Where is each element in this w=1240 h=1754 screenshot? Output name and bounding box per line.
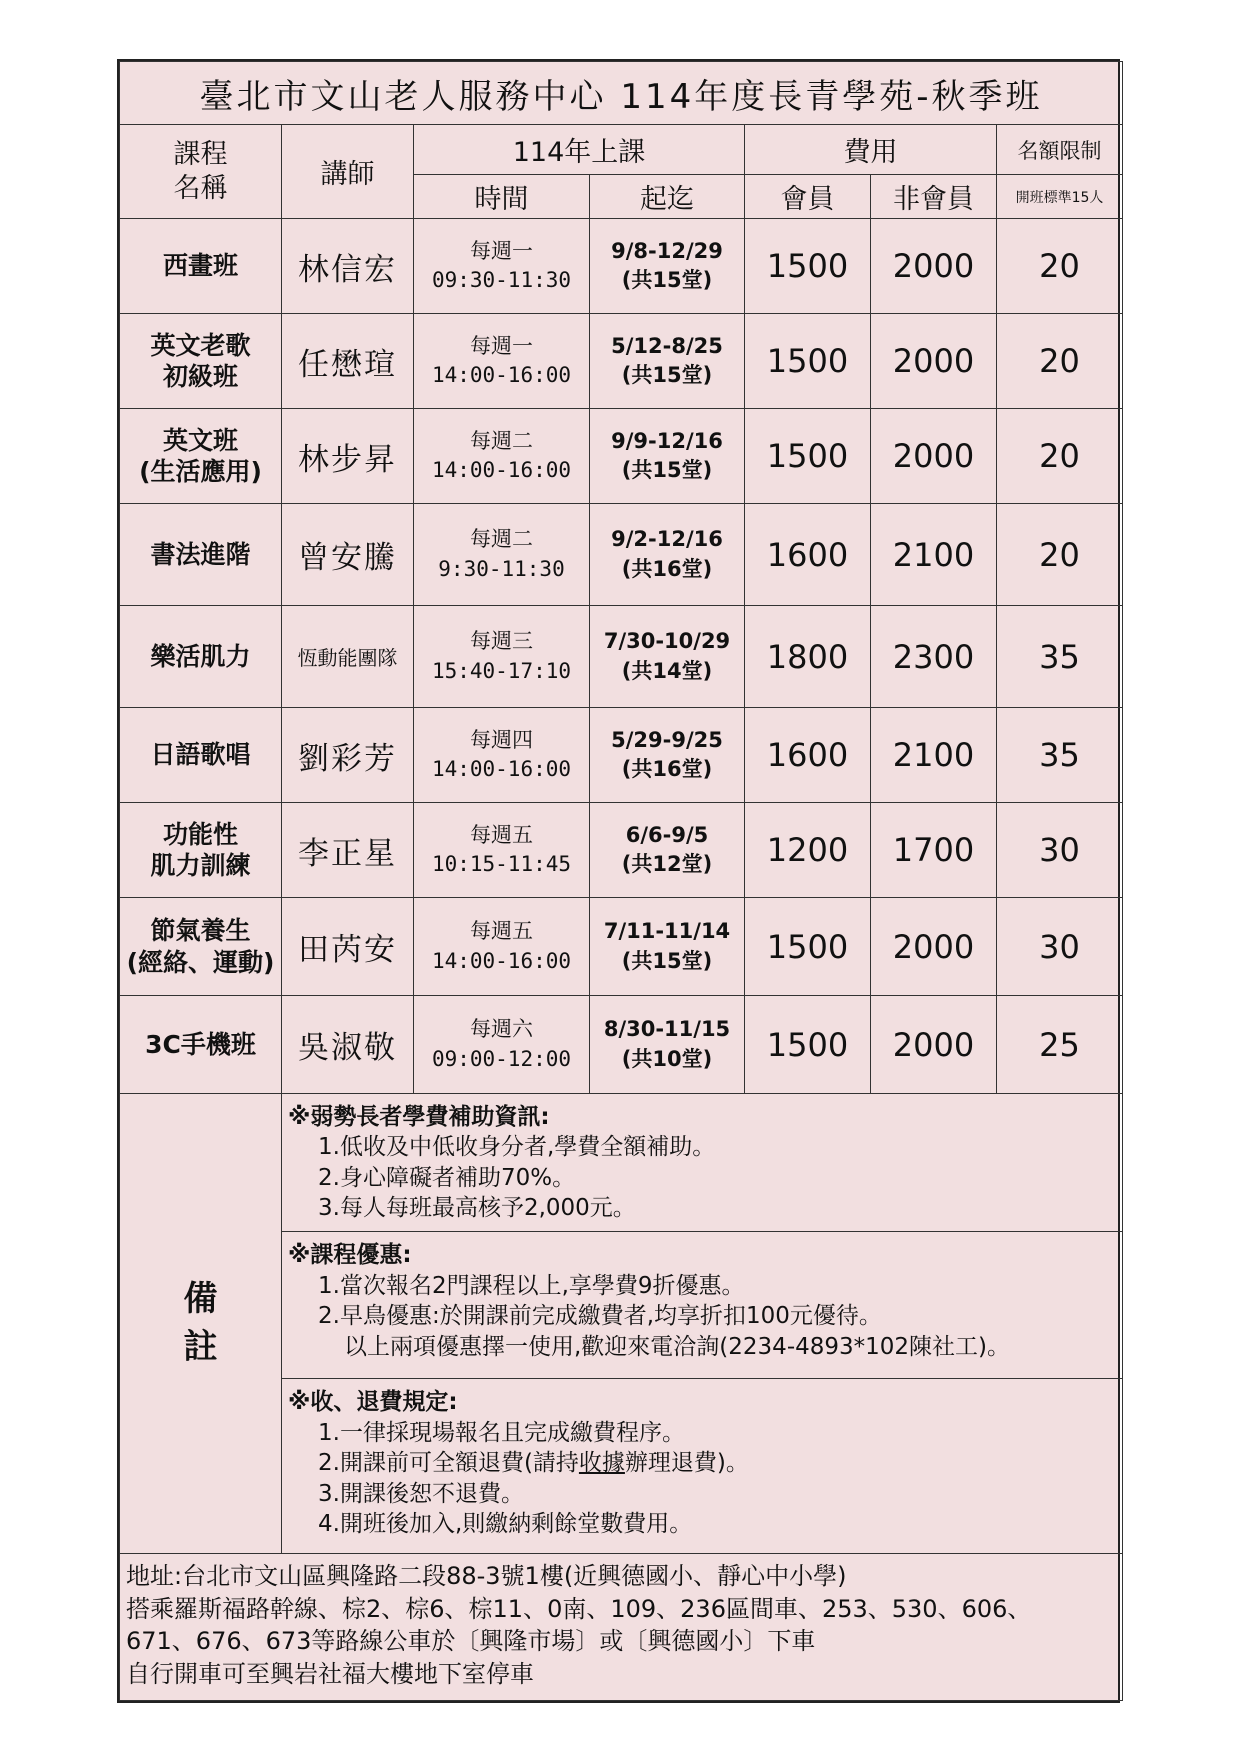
class-hours: 10:15-11:45: [431, 852, 572, 876]
class-time: [414, 803, 590, 898]
course-table: [119, 61, 1123, 1701]
non-member-fee: 1700: [871, 803, 997, 898]
course-name-line-2: 初級班: [162, 362, 238, 391]
class-weekday: 每週三: [470, 629, 533, 654]
class-time: [414, 708, 590, 803]
class-dates: 9/8-12/29: [611, 238, 723, 263]
class-dates: 9/9-12/16: [611, 428, 723, 453]
class-dates: 6/6-9/5: [625, 822, 709, 847]
course-name-line-1: 3C手機班: [145, 1029, 256, 1059]
quota-limit: 30: [997, 803, 1123, 898]
class-hours: 09:00-12:00: [431, 1046, 572, 1071]
header-non-member-fee: 非會員: [871, 175, 997, 219]
quota-limit: 25: [997, 996, 1123, 1094]
subsidy-note: [282, 1094, 1123, 1232]
class-time: [414, 219, 590, 314]
course-name-line-2: (生活應用): [139, 457, 262, 486]
teacher-name: 吳淑敬: [282, 996, 414, 1094]
class-time: [414, 606, 590, 708]
class-weekday: 每週一: [470, 238, 533, 263]
header-member-fee: 會員: [745, 175, 871, 219]
class-period: [590, 996, 745, 1094]
class-weekday: 每週二: [470, 428, 533, 453]
discount-continuation: 以上兩項優惠擇一使用,歡迎來電洽詢(2234-4893*102陳社工)。: [344, 1333, 1011, 1360]
address-line-1: 地址:台北市文山區興隆路二段88-3號1樓(近興德國小、靜心中小學): [126, 1562, 847, 1591]
discount-item-2: 2.早鳥優惠:於開課前完成繳費者,均享折扣100元優待。: [318, 1303, 882, 1330]
course-name-line-1: 書法進階: [150, 539, 251, 569]
course-name: [120, 606, 282, 708]
teacher-name: 李正星: [282, 803, 414, 898]
course-row: [120, 708, 1123, 803]
class-sessions: (共15堂): [621, 458, 713, 482]
course-row: [120, 996, 1123, 1094]
member-fee: 1500: [745, 314, 871, 409]
address-line-2: 搭乘羅斯福路幹線、棕2、棕6、棕11、0南、109、236區間車、253、530、606、: [126, 1594, 1032, 1623]
class-hours: 14:00-16:00: [431, 948, 572, 973]
course-row: [120, 803, 1123, 898]
class-weekday: 每週四: [470, 727, 533, 752]
notes-label-char-2: 註: [183, 1326, 218, 1367]
non-member-fee: 2000: [871, 314, 997, 409]
subsidy-item-1: 1.低收及中低收身分者,學費全額補助。: [318, 1134, 716, 1161]
course-name-line-1: 西畫班: [162, 251, 238, 281]
member-fee: 1500: [745, 409, 871, 504]
class-sessions: (共15堂): [621, 948, 713, 973]
discount-note: [282, 1232, 1123, 1379]
class-hours: 09:30-11:30: [431, 268, 572, 292]
teacher-name: 任懋瑄: [282, 314, 414, 409]
refund-item-4: 4.開班後加入,則繳納剩餘堂數費用。: [318, 1510, 693, 1537]
class-time: [414, 409, 590, 504]
course-name: [120, 996, 282, 1094]
teacher-name: 林步昇: [282, 409, 414, 504]
discount-heading: ※課程優惠:: [288, 1242, 412, 1269]
class-sessions: (共16堂): [621, 556, 713, 581]
class-time: [414, 504, 590, 606]
class-period: [590, 606, 745, 708]
class-sessions: (共12堂): [621, 852, 713, 876]
member-fee: 1600: [745, 708, 871, 803]
teacher-name: 劉彩芳: [282, 708, 414, 803]
course-name-line-1: 日語歌唱: [150, 740, 251, 770]
teacher-name: 林信宏: [282, 219, 414, 314]
class-hours: 14:00-16:00: [431, 458, 572, 482]
member-fee: 1200: [745, 803, 871, 898]
discount-item-1: 1.當次報名2門課程以上,享學費9折優惠。: [318, 1272, 745, 1299]
course-name-line-2: 肌力訓練: [150, 851, 251, 880]
quota-limit: 20: [997, 409, 1123, 504]
member-fee: 1500: [745, 898, 871, 996]
notes-label-char-1: 備: [183, 1279, 218, 1320]
class-weekday: 每週二: [470, 527, 533, 552]
class-period: [590, 898, 745, 996]
course-name: [120, 409, 282, 504]
class-weekday: 每週五: [470, 919, 533, 944]
class-period: [590, 504, 745, 606]
non-member-fee: 2000: [871, 996, 997, 1094]
class-period: [590, 409, 745, 504]
class-dates: 5/29-9/25: [611, 727, 723, 752]
course-schedule-sheet: [117, 59, 1120, 1703]
class-dates: 9/2-12/16: [611, 527, 723, 552]
course-row: [120, 314, 1123, 409]
quota-limit: 35: [997, 708, 1123, 803]
course-name: [120, 504, 282, 606]
non-member-fee: 2000: [871, 219, 997, 314]
header-quota: 名額限制: [997, 125, 1123, 175]
member-fee: 1600: [745, 504, 871, 606]
refund-note: [282, 1379, 1123, 1554]
quota-limit: 20: [997, 314, 1123, 409]
course-name: [120, 803, 282, 898]
class-period: [590, 219, 745, 314]
subsidy-heading: ※弱勢長者學費補助資訊:: [288, 1104, 550, 1130]
course-name-line-1: 英文老歌: [150, 330, 251, 360]
class-hours: 9:30-11:30: [438, 556, 565, 581]
course-name: [120, 898, 282, 996]
class-hours: 14:00-16:00: [431, 363, 572, 387]
refund-item-3: 3.開課後恕不退費。: [318, 1480, 524, 1507]
class-period: [590, 314, 745, 409]
header-fee-group: 費用: [745, 125, 997, 175]
refund-item-2: [288, 1448, 1116, 1478]
header-time: 時間: [414, 175, 590, 219]
refund-item-2-pre: 2.開課前可全額退費(請持: [318, 1450, 579, 1477]
address-line-4: 自行開車可至興岩社福大樓地下室停車: [126, 1659, 534, 1688]
course-name: [120, 708, 282, 803]
quota-limit: 30: [997, 898, 1123, 996]
class-sessions: (共10堂): [621, 1046, 713, 1071]
subsidy-item-3: 3.每人每班最高核予2,000元。: [318, 1195, 636, 1222]
class-sessions: (共14堂): [621, 658, 713, 683]
course-name: [120, 314, 282, 409]
refund-item-2-post: 辦理退費)。: [624, 1450, 749, 1477]
class-sessions: (共15堂): [621, 268, 713, 292]
teacher-name: 曾安騰: [282, 504, 414, 606]
course-name-line-1: 樂活肌力: [150, 641, 251, 671]
non-member-fee: 2300: [871, 606, 997, 708]
address-block: [120, 1554, 1123, 1701]
quota-limit: 20: [997, 219, 1123, 314]
member-fee: 1500: [745, 996, 871, 1094]
course-row: [120, 504, 1123, 606]
non-member-fee: 2000: [871, 409, 997, 504]
quota-limit: 35: [997, 606, 1123, 708]
class-dates: 5/12-8/25: [611, 333, 723, 358]
class-time: [414, 898, 590, 996]
class-weekday: 每週一: [470, 333, 533, 358]
course-name-line-1: 英文班: [162, 425, 238, 455]
refund-heading: ※收、退費規定:: [288, 1389, 458, 1416]
non-member-fee: 2100: [871, 708, 997, 803]
non-member-fee: 2000: [871, 898, 997, 996]
quota-limit: 20: [997, 504, 1123, 606]
course-rows: [120, 219, 1123, 1094]
class-dates: 7/30-10/29: [603, 629, 731, 654]
course-name-line-2: (經絡、運動): [126, 947, 275, 977]
class-time: [414, 996, 590, 1094]
teacher-name: 恆動能團隊: [282, 606, 414, 708]
header-period: 起迄: [590, 175, 745, 219]
class-weekday: 每週五: [470, 822, 533, 847]
teacher-name: 田芮安: [282, 898, 414, 996]
class-period: [590, 708, 745, 803]
class-hours: 14:00-16:00: [431, 757, 572, 781]
class-time: [414, 314, 590, 409]
course-row: [120, 219, 1123, 314]
course-row: [120, 898, 1123, 996]
member-fee: 1800: [745, 606, 871, 708]
course-name-line-1: 節氣養生: [150, 916, 251, 946]
course-row: [120, 409, 1123, 504]
header-quota-note: 開班標準15人: [997, 175, 1123, 219]
header-course-name: [120, 125, 282, 219]
class-sessions: (共15堂): [621, 363, 713, 387]
class-sessions: (共16堂): [621, 757, 713, 781]
notes-label: [120, 1094, 282, 1554]
course-name-line-1: 功能性: [162, 819, 238, 849]
member-fee: 1500: [745, 219, 871, 314]
page-title: 臺北市文山老人服務中心 114年度長青學苑-秋季班: [120, 62, 1123, 125]
address-line-3: 671、676、673等路線公車於〔興隆市場〕或〔興德國小〕下車: [126, 1627, 816, 1656]
header-course-name-text: 課程名稱: [173, 138, 228, 204]
refund-item-2-receipt: 收據: [578, 1450, 625, 1477]
class-dates: 7/11-11/14: [603, 919, 731, 944]
header-schedule-group: 114年上課: [414, 125, 745, 175]
refund-item-1: 1.一律採現場報名且完成繳費程序。: [318, 1419, 685, 1446]
class-weekday: 每週六: [470, 1017, 533, 1042]
header-teacher: 講師: [282, 125, 414, 219]
non-member-fee: 2100: [871, 504, 997, 606]
class-dates: 8/30-11/15: [603, 1017, 731, 1042]
course-row: [120, 606, 1123, 708]
course-name: [120, 219, 282, 314]
class-period: [590, 803, 745, 898]
class-hours: 15:40-17:10: [431, 658, 572, 683]
subsidy-item-2: 2.身心障礙者補助70%。: [318, 1164, 576, 1191]
